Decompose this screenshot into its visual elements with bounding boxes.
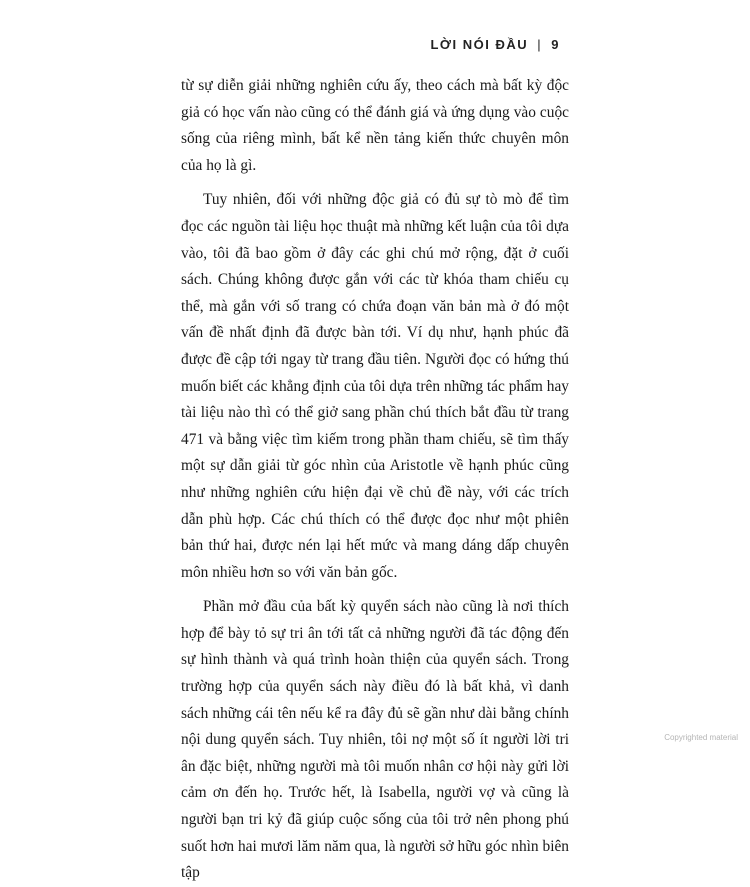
header-separator: | bbox=[537, 37, 543, 52]
paragraph-acknowledgements: Phần mở đầu của bất kỳ quyển sách nào cũng là nơi thích hợp để bày tỏ sự tri ân tới tất cả những người đã tác động đến sự hình thành và quá trình hoàn thiện của quyển sách. Trong trường hợp của quyển sách này điều đó là bất khả, vì danh sách những cái tên nếu kể ra đây đủ sẽ gần như dài bằng chính nội dung quyển sách. Tuy nhiên, tôi nợ một số ít người lời tri ân đặc biệt, những người mà tôi muốn nhân cơ hội này gửi lời cảm ơn đến họ. Trước hết, là Isabella, người vợ và cũng là người bạn tri kỷ đã giúp cuộc sống của tôi trở nên phong phú suốt hơn hai mươi lăm năm qua, là người sở hữu góc nhìn biên tập bbox=[181, 598, 569, 882]
copyright-watermark: Copyrighted material bbox=[664, 733, 738, 742]
page-number: 9 bbox=[551, 37, 560, 52]
running-head bbox=[430, 37, 560, 52]
body-text bbox=[181, 73, 569, 887]
chapter-title: LỜI NÓI ĐẦU bbox=[430, 37, 529, 52]
paragraph-notes: Tuy nhiên, đối với những độc giả có đủ sự tò mò để tìm đọc các nguồn tài liệu học thuật mà những kết luận của tôi dựa vào, tôi đã bao gồm ở đây các ghi chú mở rộng, đặt ở cuối sách. Chúng không được gắn với các từ khóa tham chiếu cụ thể, mà gắn với số trang có chứa đoạn văn bản mà ở đó một vấn đề nhất định đã được bàn tới. Ví dụ như, hạnh phúc đã được đề cập tới ngay từ trang đầu tiên. Người đọc có hứng thú muốn biết các khẳng định của tôi dựa trên những tác phẩm hay tài liệu nào thì có thể giở sang phần chú thích bắt đầu từ trang 471 và bằng việc tìm kiếm trong phần tham chiếu, sẽ tìm thấy một sự dẫn giải từ góc nhìn của Aristotle về hạnh phúc cũng như những nghiên cứu hiện đại về chủ đề này, với các trích dẫn phù hợp. Các chú thích có thể được đọc như một phiên bản thứ hai, được nén lại hết mức và mang dáng dấp chuyên môn nhiều hơn so với văn bản gốc. bbox=[181, 191, 569, 581]
paragraph-continued: từ sự diễn giải những nghiên cứu ấy, theo cách mà bất kỳ độc giả có học vấn nào cũng có thể đánh giá và ứng dụng vào cuộc sống của riêng mình, bất kể nền tảng kiến thức chuyên môn của họ là gì. bbox=[181, 77, 569, 174]
